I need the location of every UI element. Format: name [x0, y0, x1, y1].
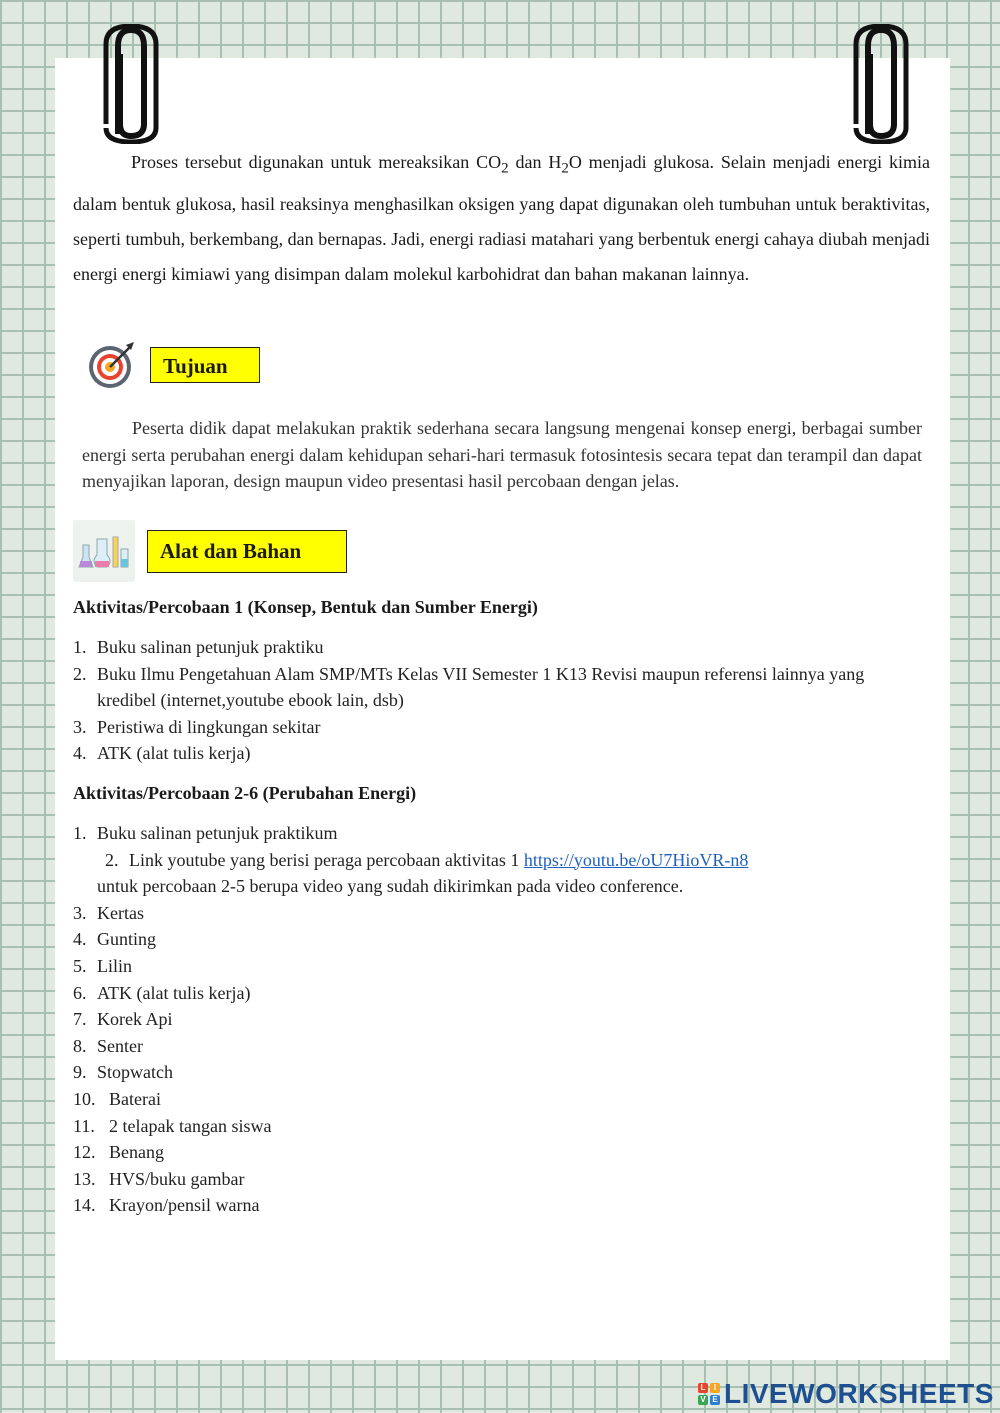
- list-item-text: Stopwatch: [97, 1062, 173, 1083]
- liveworksheets-logo-mark: [698, 1383, 720, 1405]
- list-item-text: Lilin: [97, 955, 132, 976]
- list-item-text: Benang: [109, 1142, 164, 1163]
- list-item-text: Baterai: [109, 1088, 161, 1109]
- list-item: [73, 980, 923, 1007]
- list-item: [73, 1166, 923, 1193]
- list-item: [73, 820, 923, 847]
- list-item: [73, 1113, 923, 1140]
- list-item-number: 11.: [73, 1115, 95, 1136]
- logo-letter: V: [698, 1395, 708, 1405]
- list-item-text: Krayon/pensil warna: [109, 1195, 260, 1216]
- brand-name: LIVEWORKSHEETS: [724, 1378, 994, 1409]
- list-item: [73, 1059, 923, 1086]
- list-item-number: 5.: [73, 955, 87, 976]
- list-item-text: ATK (alat tulis kerja): [97, 982, 251, 1003]
- list-item-text: 2 telapak tangan siswa: [109, 1115, 272, 1136]
- intro-paragraph: [73, 145, 930, 292]
- paperclip-icon: [100, 24, 162, 144]
- list-item-text: Buku Ilmu Pengetahuan Alam SMP/MTs Kelas VII Semester 1 K13 Revisi maupun referensi lainnya yang kredibel (internet,youtube ebook lain, dsb): [97, 663, 865, 711]
- list-item-text: HVS/buku gambar: [109, 1168, 245, 1189]
- list-item: [73, 740, 923, 767]
- target-icon: [86, 340, 136, 390]
- list-item: [73, 1033, 923, 1060]
- list-group: [73, 900, 923, 1219]
- list-item-text: Senter: [97, 1035, 143, 1056]
- alat-heading: Alat dan Bahan: [147, 530, 347, 573]
- list-item-text: Link youtube yang berisi peraga percobaan aktivitas 1: [129, 849, 520, 870]
- list-item-text: Korek Api: [97, 1009, 173, 1030]
- list-item-text: Peristiwa di lingkungan sekitar: [97, 716, 321, 737]
- list-item-number: 10.: [73, 1088, 96, 1109]
- tujuan-text: Peserta didik dapat melakukan praktik sederhana secara langsung mengenai konsep energi, berbagai sumber energi serta perubahan energi dalam kehidupan sehari-hari termasuk fotosintesis secara tepat dan terampil dan dapat menyajikan laporan, design maupun video presentasi hasil percobaan dengan jelas.: [82, 418, 922, 491]
- list-item-text: Kertas: [97, 902, 144, 923]
- list-item-number: 8.: [73, 1035, 87, 1056]
- activity1-title: Aktivitas/Percobaan 1 (Konsep, Bentuk dan Sumber Energi): [73, 597, 538, 617]
- list-item-number: 9.: [73, 1062, 87, 1083]
- activity1-list: [73, 634, 923, 767]
- list-item: [73, 661, 923, 714]
- list-item: [73, 1006, 923, 1033]
- list-item-number: 2.: [73, 663, 87, 684]
- list-item-text: Buku salinan petunjuk praktikum: [97, 823, 338, 843]
- list-item: [73, 1086, 923, 1113]
- list-item-number: 13.: [73, 1168, 96, 1189]
- list-item-number: 14.: [73, 1195, 96, 1216]
- list-item-number: 1.: [73, 637, 87, 657]
- list-item: [73, 714, 923, 741]
- logo-letter: E: [710, 1395, 720, 1405]
- list-item-number: 4.: [73, 743, 87, 764]
- list-item: [73, 1192, 923, 1219]
- activity2-list: [73, 820, 923, 1219]
- list-item: [73, 1139, 923, 1166]
- list-item-continuation: untuk percobaan 2-5 berupa video yang sudah dikirimkan pada video conference.: [97, 876, 684, 897]
- logo-letter: L: [698, 1383, 708, 1393]
- tujuan-heading: Tujuan: [150, 347, 260, 383]
- activity2-title: Aktivitas/Percobaan 2-6 (Perubahan Energi): [73, 783, 417, 803]
- intro-text: Proses tersebut digunakan untuk mereaksikan $CO_2$ dan $H_2O$ menjadi glukosa. Selain menjadi energi kimia dalam bentuk glukosa, hasil reaksinya menghasilkan oksigen yang dapat digunakan oleh tumbuhan untuk beraktivitas, seperti tumbuh, berkembang, dan bernapas. Jadi, energi radiasi matahari yang berbentuk energi cahaya diubah menjadi energi energi kimiawi yang disimpan dalam molekul karbohidrat dan bahan makanan lainnya.: [73, 152, 930, 284]
- alat-heading-row: [73, 520, 347, 582]
- list-item-text: ATK (alat tulis kerja): [97, 743, 251, 764]
- liveworksheets-logo: [698, 1378, 994, 1410]
- lab-glassware-icon: [73, 520, 135, 582]
- list-item-number: 4.: [73, 929, 87, 950]
- youtube-link[interactable]: https://youtu.be/oU7HioVR-n8: [523, 849, 749, 870]
- list-item-number: 6.: [73, 982, 87, 1003]
- logo-letter: I: [710, 1383, 720, 1393]
- list-item: [73, 900, 923, 927]
- list-item-number: 12.: [73, 1142, 96, 1163]
- list-item: [73, 953, 923, 980]
- paperclip-icon: [850, 24, 912, 144]
- tujuan-heading-row: [86, 340, 260, 390]
- list-item: [73, 634, 923, 661]
- list-item-number: 7.: [73, 1009, 87, 1030]
- list-item-number: 1.: [73, 823, 87, 843]
- list-item: [73, 926, 923, 953]
- list-item-number: 2.: [105, 849, 119, 870]
- list-item-number: 3.: [73, 902, 87, 923]
- list-item-number: 3.: [73, 716, 87, 737]
- list-item: [73, 847, 923, 874]
- list-item-text: Gunting: [97, 929, 157, 950]
- list-item-text: Buku salinan petunjuk praktiku: [97, 637, 324, 657]
